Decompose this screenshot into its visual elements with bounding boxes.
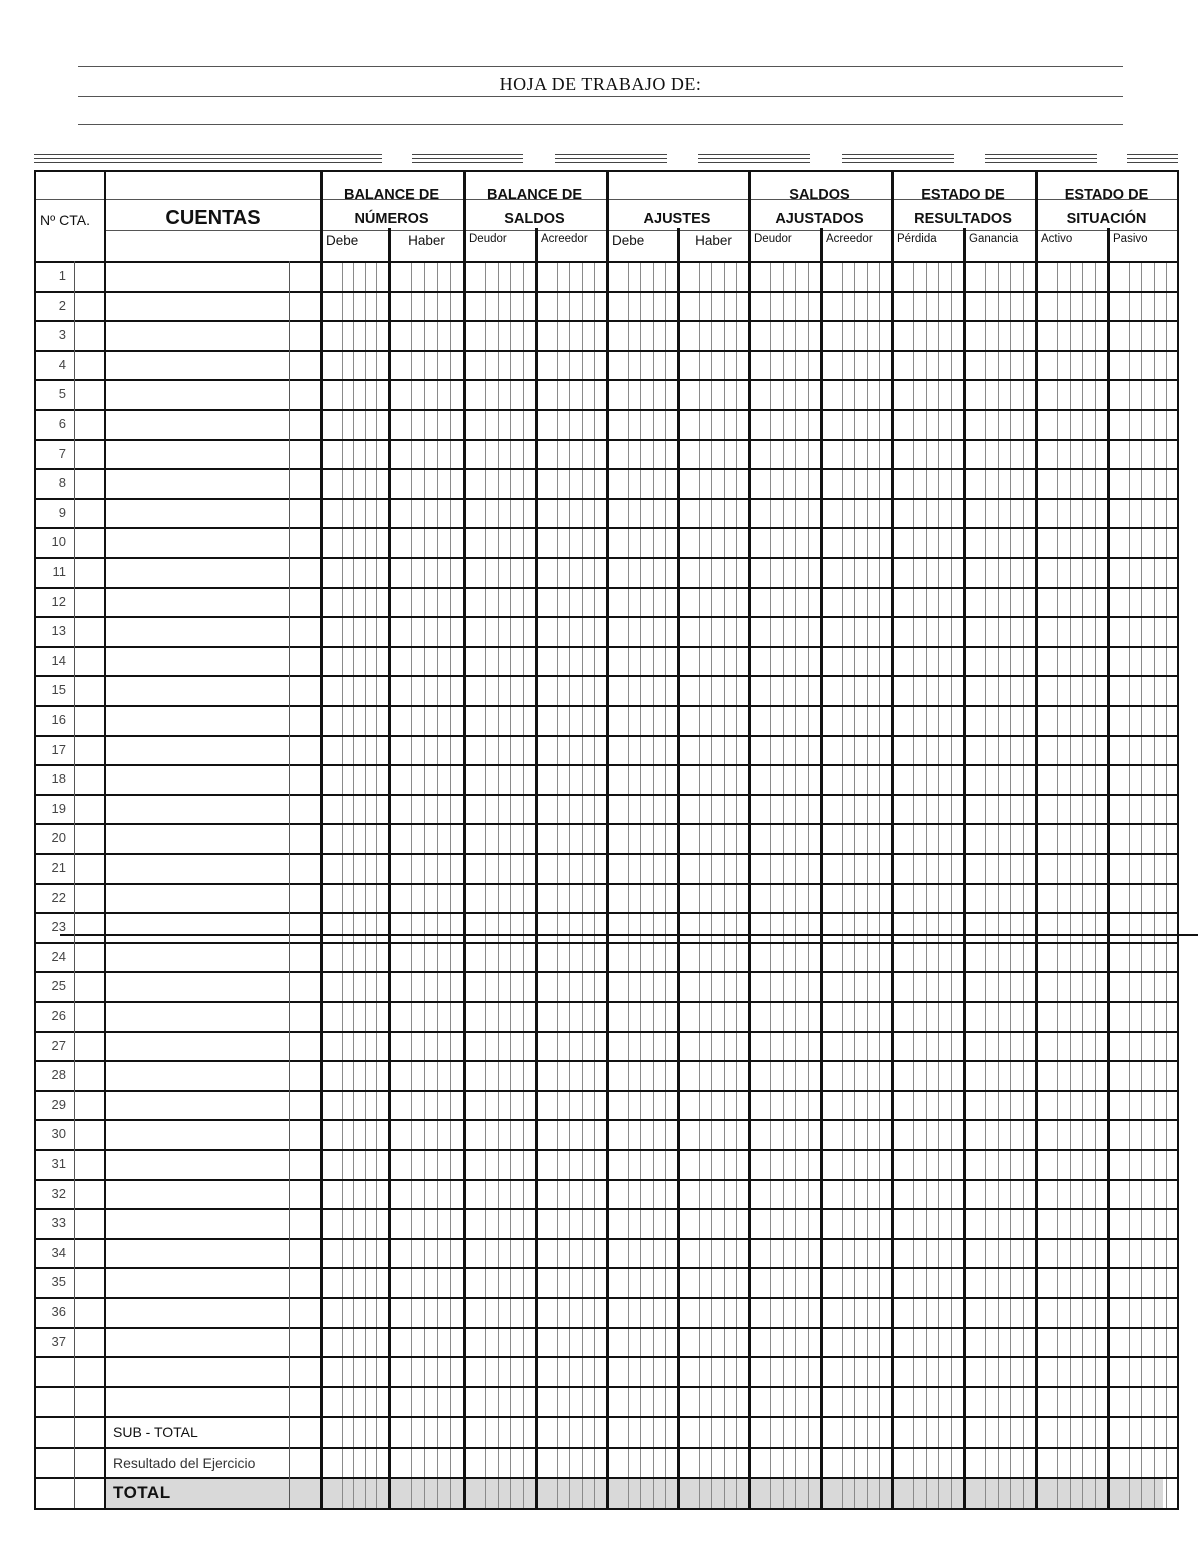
row-number: 25 <box>51 978 66 993</box>
column-header-11: Pasivo <box>1113 233 1148 245</box>
digit-rule <box>582 262 583 1508</box>
row-number: 31 <box>51 1156 66 1171</box>
subcol-rule <box>1107 228 1110 1510</box>
group-rule <box>748 170 751 1510</box>
digit-rule <box>1023 262 1024 1508</box>
digit-rule <box>926 262 927 1508</box>
row-number: 6 <box>58 416 66 431</box>
group-header-line1: BALANCE DE <box>343 187 440 203</box>
digit-rule <box>699 262 700 1508</box>
group-rule <box>320 170 323 1510</box>
subcol-rule <box>820 228 823 1510</box>
row-number: 24 <box>51 949 66 964</box>
digit-rule <box>342 262 343 1508</box>
row-number: 4 <box>58 357 66 372</box>
row-number: 8 <box>58 475 66 490</box>
group-rule <box>606 170 609 1510</box>
column-header-1: Haber <box>408 233 445 248</box>
group-header-line1: BALANCE DE <box>486 187 583 203</box>
dash-rule <box>34 162 382 163</box>
digit-rule <box>808 262 809 1508</box>
row-number: 19 <box>51 801 66 816</box>
cuentas-left-rule <box>104 170 106 1510</box>
title-rule-bottom <box>78 124 1123 125</box>
digit-rule <box>424 262 425 1508</box>
digit-rule <box>770 262 771 1508</box>
subtotal-label: SUB - TOTAL <box>113 1424 198 1440</box>
digit-rule <box>795 262 796 1508</box>
digit-rule <box>711 262 712 1508</box>
column-header-8: Pérdida <box>897 233 937 245</box>
column-header-10: Activo <box>1041 233 1073 245</box>
row-number: 5 <box>58 386 66 401</box>
row-number: 1 <box>58 268 66 283</box>
digit-rule <box>879 262 880 1508</box>
digit-rule <box>1166 262 1167 1508</box>
stray-rule <box>60 934 1198 936</box>
row-number: 22 <box>51 890 66 905</box>
digit-rule <box>724 262 725 1508</box>
dash-rule <box>555 162 667 163</box>
dash-rule <box>985 154 1097 155</box>
column-header-6: Deudor <box>754 233 792 245</box>
row-number: 32 <box>51 1186 66 1201</box>
column-header-3: Acreedor <box>541 233 588 245</box>
digit-rule <box>411 262 412 1508</box>
digit-rule <box>1154 262 1155 1508</box>
digit-rule <box>557 262 558 1508</box>
digit-rule <box>628 262 629 1508</box>
column-header-0: Debe <box>326 233 359 248</box>
group-header-line2: SITUACIÓN <box>1066 211 1147 227</box>
nro-cta-header: Nº CTA. <box>40 212 90 228</box>
row-number: 11 <box>52 564 66 579</box>
row-number: 20 <box>51 830 66 845</box>
column-header-4: Debe <box>612 233 645 248</box>
digit-rule <box>951 262 952 1508</box>
digit-rule <box>653 262 654 1508</box>
group-header-line1: ESTADO DE <box>921 187 1005 203</box>
row-number: 21 <box>51 860 66 875</box>
dash-rule <box>1127 162 1178 163</box>
digit-rule <box>485 262 486 1508</box>
group-header-line1: SALDOS <box>789 187 850 203</box>
row-number: 37 <box>51 1334 66 1349</box>
digit-rule <box>985 262 986 1508</box>
digit-rule <box>842 262 843 1508</box>
cuentas-header: CUENTAS <box>165 207 261 229</box>
row-number: 12 <box>51 594 66 609</box>
digit-rule <box>450 262 451 1508</box>
dash-rule <box>698 158 810 159</box>
digit-rule <box>913 262 914 1508</box>
subcol-rule <box>963 228 966 1510</box>
group-rule <box>463 170 466 1510</box>
digit-rule <box>376 262 377 1508</box>
dash-rule <box>698 162 810 163</box>
digit-rule <box>1129 262 1130 1508</box>
row-number: 27 <box>51 1038 66 1053</box>
group-header-line2: SALDOS <box>504 211 565 227</box>
dash-rule <box>842 158 954 159</box>
row-number: 28 <box>51 1067 66 1082</box>
digit-rule <box>783 262 784 1508</box>
digit-rule <box>665 262 666 1508</box>
column-header-7: Acreedor <box>826 233 873 245</box>
row-number: 17 <box>51 742 66 757</box>
title-rule-top <box>78 66 1123 67</box>
dash-rule <box>985 162 1097 163</box>
digit-rule <box>569 262 570 1508</box>
row-number: 26 <box>51 1008 66 1023</box>
cuentas-inner-rule <box>289 261 290 1508</box>
column-header-5: Haber <box>695 233 732 248</box>
group-rule <box>1035 170 1038 1510</box>
row-number: 35 <box>51 1274 66 1289</box>
digit-rule <box>854 262 855 1508</box>
row-number: 16 <box>51 712 66 727</box>
dash-rule <box>34 158 382 159</box>
subcol-rule <box>677 228 680 1510</box>
digit-rule <box>1141 262 1142 1508</box>
dash-rule <box>698 154 810 155</box>
digit-rule <box>353 262 354 1508</box>
digit-rule <box>640 262 641 1508</box>
dash-rule <box>412 158 523 159</box>
dash-rule <box>555 154 667 155</box>
dash-rule <box>1127 154 1178 155</box>
row-number: 10 <box>51 534 66 549</box>
row-number: 2 <box>58 298 66 313</box>
row-number: 15 <box>51 682 66 697</box>
column-header-2: Deudor <box>469 233 507 245</box>
title-rule-middle <box>78 96 1123 97</box>
digit-rule <box>510 262 511 1508</box>
row-number: 13 <box>51 623 66 638</box>
row-number: 29 <box>51 1097 66 1112</box>
digit-rule <box>1010 262 1011 1508</box>
right-border <box>1177 170 1179 1510</box>
group-header-line2: RESULTADOS <box>914 211 1012 227</box>
digit-rule <box>594 262 595 1508</box>
digit-rule <box>1095 262 1096 1508</box>
row-number: 14 <box>51 653 66 668</box>
digit-rule <box>1057 262 1058 1508</box>
digit-rule <box>1082 262 1083 1508</box>
digit-rule <box>736 262 737 1508</box>
row-number: 33 <box>51 1215 66 1230</box>
group-header-line2: AJUSTES <box>643 211 711 227</box>
group-header-line2: AJUSTADOS <box>775 211 864 227</box>
dash-rule <box>412 154 523 155</box>
group-rule <box>891 170 894 1510</box>
total-label: TOTAL <box>113 1483 171 1502</box>
row-number: 30 <box>51 1126 66 1141</box>
row-number: 18 <box>51 771 66 786</box>
group-header-line1: ESTADO DE <box>1064 187 1149 203</box>
dash-rule <box>34 154 382 155</box>
column-header-9: Ganancia <box>969 233 1019 245</box>
digit-rule <box>498 262 499 1508</box>
digit-rule <box>1070 262 1071 1508</box>
digit-rule <box>523 262 524 1508</box>
dash-rule <box>842 154 954 155</box>
dash-rule <box>842 162 954 163</box>
subcol-rule <box>388 228 391 1510</box>
digit-rule <box>938 262 939 1508</box>
digit-rule <box>867 262 868 1508</box>
dash-rule <box>1127 158 1178 159</box>
digit-rule <box>437 262 438 1508</box>
row-number: 9 <box>58 505 66 520</box>
dash-rule <box>412 162 523 163</box>
digit-rule <box>998 262 999 1508</box>
row-number: 23 <box>51 919 66 934</box>
group-header-line2: NÚMEROS <box>354 211 429 227</box>
row-number: 36 <box>51 1304 66 1319</box>
resultado-label: Resultado del Ejercicio <box>113 1455 256 1471</box>
subcol-rule <box>535 228 538 1510</box>
dash-rule <box>555 158 667 159</box>
row-number: 3 <box>58 327 66 342</box>
row-number: 34 <box>51 1245 66 1260</box>
nro-inner-rule <box>74 261 75 1508</box>
dash-rule <box>985 158 1097 159</box>
row-number: 7 <box>58 446 66 461</box>
digit-rule <box>365 262 366 1508</box>
page-title: HOJA DE TRABAJO DE: <box>499 74 702 94</box>
